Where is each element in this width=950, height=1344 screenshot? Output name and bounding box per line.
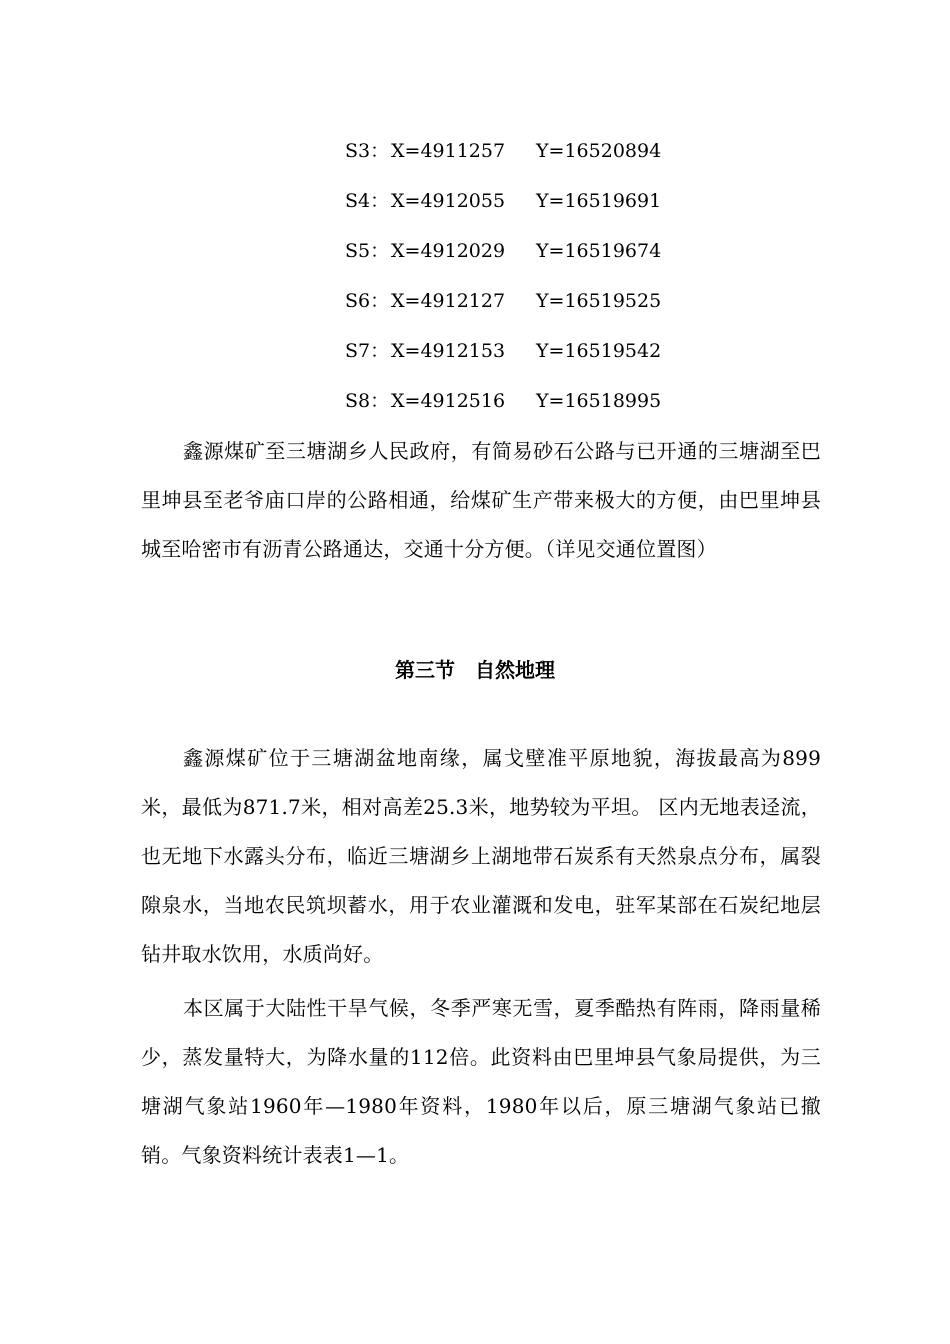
coordinate-x: X=4912153 bbox=[391, 340, 506, 362]
coordinate-x: X=4911257 bbox=[391, 140, 506, 162]
coordinate-label: S8： bbox=[345, 390, 390, 412]
section-title: 第三节 自然地理 bbox=[395, 658, 555, 682]
coordinate-y: Y=16519542 bbox=[536, 340, 662, 362]
coordinate-x: X=4912055 bbox=[391, 190, 506, 212]
coordinate-y: Y=16520894 bbox=[536, 140, 662, 162]
coordinate-x: X=4912127 bbox=[391, 290, 506, 312]
climate-paragraph: 本区属于大陆性干旱气候，冬季严寒无雪，夏季酷热有阵雨，降雨量稀少，蒸发量特大，为降水量的112倍。此资料由巴里坤县气象局提供，为三塘湖气象站1960年—1980年资料，1980年以后，原三塘湖气象站已撤销。气象资料统计表表1—1。 bbox=[141, 996, 821, 1167]
coordinate-list bbox=[345, 136, 765, 436]
coordinate-label: S4： bbox=[345, 190, 390, 212]
coordinate-label: S7： bbox=[345, 340, 390, 362]
coordinate-label: S6： bbox=[345, 290, 390, 312]
coordinate-label: S5： bbox=[345, 240, 390, 262]
coordinate-row-s4 bbox=[345, 186, 765, 236]
coordinate-y: Y=16519525 bbox=[536, 290, 662, 312]
coordinate-y: Y=16518995 bbox=[536, 390, 662, 412]
coordinate-y: Y=16519674 bbox=[536, 240, 662, 262]
geography-paragraph: 鑫源煤矿位于三塘湖盆地南缘，属戈壁准平原地貌，海拔最高为899米，最低为871.7米，相对高差25.3米，地势较为平坦。 区内无地表迳流，也无地下水露头分布，临近三塘湖乡上湖地带石炭系有天然泉点分布，属裂隙泉水，当地农民筑坝蓄水，用于农业灌溉和发电，驻军某部在石炭纪地层钻井取水饮用，水质尚好。 bbox=[141, 746, 821, 966]
coordinate-x: X=4912029 bbox=[391, 240, 506, 262]
coordinate-row-s6 bbox=[345, 286, 765, 336]
coordinate-row-s5 bbox=[345, 236, 765, 286]
coordinate-x: X=4912516 bbox=[391, 390, 506, 412]
coordinate-row-s7 bbox=[345, 336, 765, 386]
coordinate-row-s3 bbox=[345, 136, 765, 186]
coordinate-label: S3： bbox=[345, 140, 390, 162]
transport-paragraph: 鑫源煤矿至三塘湖乡人民政府，有简易砂石公路与已开通的三塘湖至巴里坤县至老爷庙口岸的公路相通，给煤矿生产带来极大的方便，由巴里坤县城至哈密市有沥青公路通达，交通十分方便。（详见交通位置图） bbox=[141, 439, 821, 561]
coordinate-y: Y=16519691 bbox=[536, 190, 662, 212]
